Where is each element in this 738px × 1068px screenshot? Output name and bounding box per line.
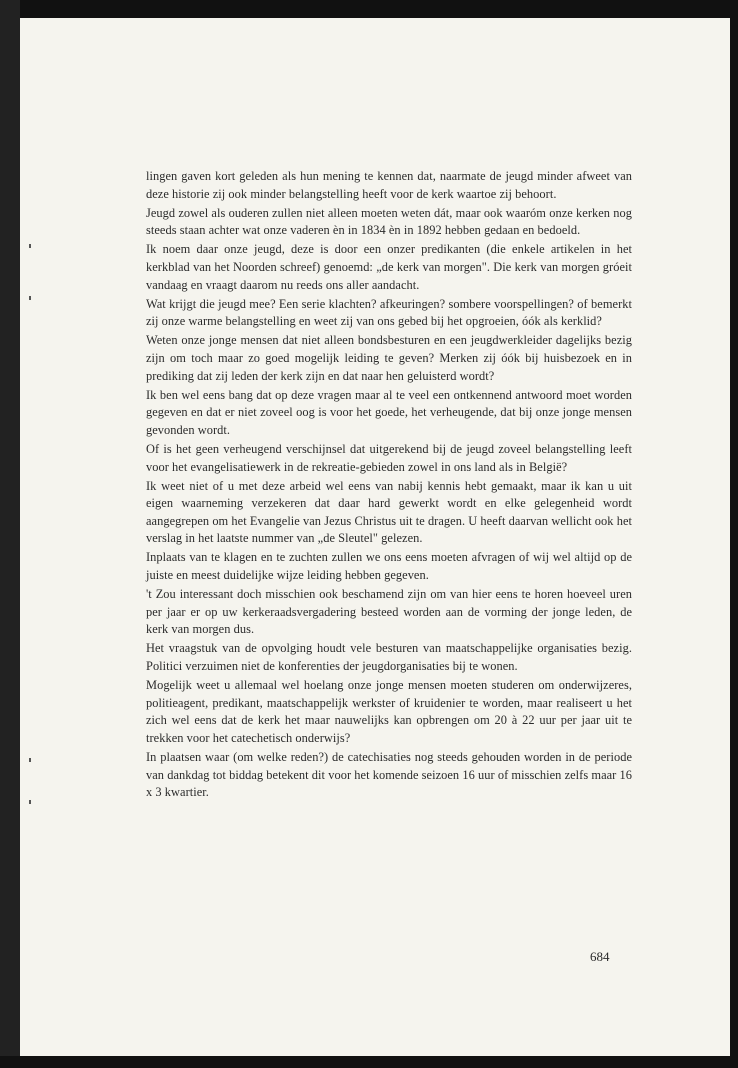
page-number: 684: [590, 949, 610, 964]
paragraph: In plaatsen waar (om welke reden?) de catechisaties nog steeds gehouden worden in de periode van dankdag tot biddag betekent dit voor het komende seizoen 16 uur of misschien zelfs maar 16 x 3 kwartier.: [146, 750, 632, 800]
margin-mark: [29, 296, 31, 300]
scan-border-bottom: [0, 1056, 738, 1068]
paragraph: Ik weet niet of u met deze arbeid wel eens van nabij kennis hebt gemaakt, maar ik kan u uit eigen waarneming verzekeren dat daar hard gewerkt wordt en elke gelegenheid wordt aangegrepen om het Evangelie van Jezus Christus uit te dragen. U heeft daarvan wellicht ook het verslag in het laatste nummer van „de Sleutel" gelezen.: [146, 478, 632, 546]
scan-border-top: [0, 0, 738, 18]
document-page: [20, 18, 730, 1056]
margin-mark: [29, 758, 31, 762]
scan-border-right: [730, 0, 738, 1068]
paragraph: Of is het geen verheugend verschijnsel dat uitgerekend bij de jeugd zoveel belangstelling leeft voor het evangelisatiewerk in de rekreatie-gebieden zowel in ons land als in België?: [146, 441, 632, 474]
margin-mark: [29, 244, 31, 248]
paragraph: Mogelijk weet u allemaal wel hoelang onze jonge mensen moeten studeren om onderwijzeres, politieagent, predikant, maatschappelijk werkster of kruidenier te worden, maar realiseert u het zich wel eens dat de kerk het maar nauwelijks kan opbrengen om 20 à 22 uur per jaar uit te trekken voor het catechetisch onderwijs?: [146, 678, 632, 745]
paragraph: Jeugd zowel als ouderen zullen niet alleen moeten weten dát, maar ook waaróm onze kerken nog steeds staan achter wat onze vaderen èn in 1834 èn in 1892 hebben gedaan en bedoeld.: [146, 205, 632, 238]
paragraph: Ik ben wel eens bang dat op deze vragen maar al te veel een ontkennend antwoord moet worden gegeven en dat er niet zoveel oog is voor het goede, het verheugende, dat bij onze jonge mensen gevonden wordt.: [146, 387, 632, 437]
paragraph: 't Zou interessant doch misschien ook beschamend zijn om van hier eens te horen hoeveel uren per jaar er op uw kerkeraadsvergadering besteed worden aan de vorming der jonge leden, de kerk van morgen dus.: [146, 587, 632, 637]
paragraph: Het vraagstuk van de opvolging houdt vele besturen van maatschappelijke organisaties bezig. Politici verzuimen niet de konferenties der jeugdorganisaties bij te wonen.: [146, 641, 632, 674]
scan-border-left: [0, 0, 20, 1068]
paragraph: lingen gaven kort geleden als hun mening te kennen dat, naarmate de jeugd minder afweet van deze historie zij ook minder belangstelling heeft voor de kerk waartoe zij behoort.: [146, 169, 632, 201]
body-text: [146, 168, 632, 803]
paragraph: Weten onze jonge mensen dat niet alleen bondsbesturen en een jeugdwerkleider dagelijks bezig zijn om toch maar zo goed mogelijk leiding te geven? Merken zij óók bij huisbezoek en in prediking dat zij leden der kerk zijn en dat naar hen geluisterd wordt?: [146, 333, 632, 383]
paragraph: Inplaats van te klagen en te zuchten zullen we ons eens moeten afvragen of wij wel altijd op de juiste en meest duidelijke wijze leiding hebben gegeven.: [146, 550, 632, 583]
paragraph: Ik noem daar onze jeugd, deze is door een onzer predikanten (die enkele artikelen in het kerkblad van het Noorden schreef) genoemd: „de kerk van morgen". Die kerk van morgen gróeit vandaag en vraagt daarom nu reeds ons aller aandacht.: [146, 242, 632, 292]
margin-mark: [29, 800, 31, 804]
paragraph: Wat krijgt die jeugd mee? Een serie klachten? afkeuringen? sombere voorspellingen? of bemerkt zij onze warme belangstelling en weet zij van ons gebed bij het opgroeien, óók als kerklid?: [146, 296, 632, 329]
